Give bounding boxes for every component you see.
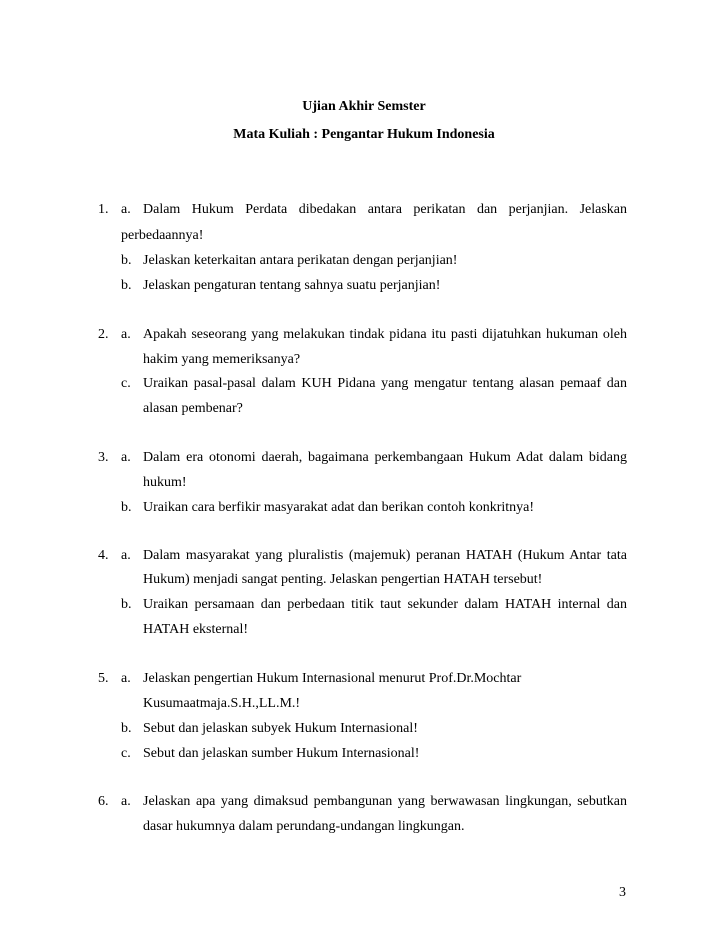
question-text-line: Jelaskan apa yang dimaksud pembangunan yang berwawasan lingkungan, sebutkan	[143, 794, 627, 809]
part-letter: b.	[121, 500, 132, 515]
question-text-line: Apakah seseorang yang melakukan tindak pidana itu pasti dijatuhkan hukuman oleh	[143, 327, 627, 342]
page-number: 3	[619, 885, 626, 900]
part-letter: b.	[121, 597, 132, 612]
question-text-line: hakim yang memeriksanya?	[143, 352, 301, 367]
question-text-line: Uraikan cara berfikir masyarakat adat dan berikan contoh konkritnya!	[143, 500, 535, 515]
question-text-line: alasan pembenar?	[143, 401, 243, 416]
part-letter: b.	[121, 253, 132, 268]
question-text-line: Sebut dan jelaskan subyek Hukum Internasional!	[143, 721, 418, 736]
question-text-line: Dalam era otonomi daerah, bagaimana perkembangaan Hukum Adat dalam bidang	[143, 450, 627, 465]
question-text-line: Sebut dan jelaskan sumber Hukum Internasional!	[143, 746, 420, 761]
question-number: 1.	[98, 202, 109, 217]
part-letter: a.	[121, 671, 131, 686]
question-text-line: Dalam Hukum Perdata dibedakan antara perikatan dan perjanjian. Jelaskan	[143, 202, 627, 217]
question-text-line: Uraikan persamaan dan perbedaan titik taut sekunder dalam HATAH internal dan	[143, 597, 627, 612]
part-letter: a.	[121, 548, 131, 563]
question-number: 6.	[98, 794, 109, 809]
part-letter: a.	[121, 794, 131, 809]
question-number: 2.	[98, 327, 109, 342]
question-text-line: Jelaskan keterkaitan antara perikatan dengan perjanjian!	[143, 253, 458, 268]
part-letter: b.	[121, 721, 132, 736]
question-text-line: Uraikan pasal-pasal dalam KUH Pidana yang mengatur tentang alasan pemaaf dan	[143, 376, 627, 391]
course-subtitle: Mata Kuliah : Pengantar Hukum Indonesia	[233, 127, 495, 142]
part-letter: a.	[121, 450, 131, 465]
part-letter: a.	[121, 202, 131, 217]
exam-title: Ujian Akhir Semster	[302, 99, 426, 114]
part-letter: c.	[121, 376, 131, 391]
question-text-line: perbedaannya!	[121, 228, 204, 243]
question-text-line: Dalam masyarakat yang pluralistis (majemuk) peranan HATAH (Hukum Antar tata	[143, 548, 627, 563]
question-text-line: Jelaskan pengaturan tentang sahnya suatu perjanjian!	[143, 278, 441, 293]
part-letter: a.	[121, 327, 131, 342]
question-text-line: Kusumaatmaja.S.H.,LL.M.!	[143, 696, 301, 711]
question-text-line: hukum!	[143, 475, 187, 490]
question-text-line: HATAH eksternal!	[143, 622, 249, 637]
question-text-line: Jelaskan pengertian Hukum Internasional menurut Prof.Dr.Mochtar	[143, 671, 522, 686]
question-number: 3.	[98, 450, 109, 465]
question-text-line: dasar hukumnya dalam perundang-undangan lingkungan.	[143, 819, 465, 834]
question-number: 4.	[98, 548, 109, 563]
part-letter: c.	[121, 746, 131, 761]
part-letter: b.	[121, 278, 132, 293]
question-number: 5.	[98, 671, 109, 686]
question-text-line: Hukum) menjadi sangat penting. Jelaskan pengertian HATAH tersebut!	[143, 572, 543, 587]
